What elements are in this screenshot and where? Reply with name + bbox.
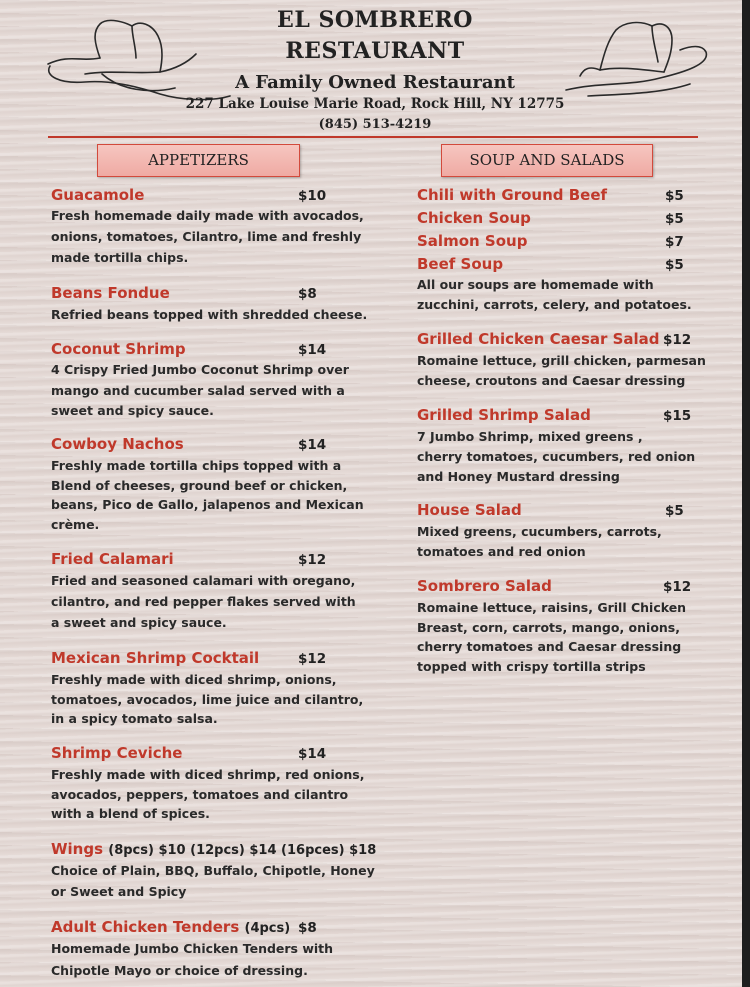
item-desc-line: in a spicy tomato salsa. — [51, 711, 218, 726]
item-desc-line: Breast, corn, carrots, mango, onions, — [417, 620, 681, 635]
item-desc-line: 4 Crispy Fried Jumbo Coconut Shrimp over — [51, 362, 349, 377]
page-edge — [742, 0, 750, 987]
soup-name: Chili with Ground Beef — [417, 186, 608, 204]
item-desc-line: Romaine lettuce, raisins, Grill Chicken — [417, 600, 687, 615]
item-desc-line: or Sweet and Spicy — [51, 884, 187, 899]
item-desc-line: crème. — [51, 517, 100, 532]
item-desc-line: Chipotle Mayo or choice of dressing. — [51, 963, 308, 978]
item-price: $8 — [298, 920, 317, 936]
header-divider — [48, 136, 698, 138]
wings-name: Wings — [51, 840, 104, 858]
item-name: Guacamole — [51, 186, 145, 204]
item-desc-line: tomatoes, avocados, lime juice and cilantro, — [51, 692, 364, 707]
item-price: $14 — [298, 342, 327, 358]
item-name: Coconut Shrimp — [51, 340, 186, 358]
item-name: House Salad — [417, 501, 522, 519]
item-desc-line: cilantro, and red pepper flakes served with — [51, 594, 356, 609]
soup-salads-heading: SOUP AND SALADS — [441, 144, 653, 177]
soup-price: $5 — [665, 257, 684, 273]
item-desc-line: with a blend of spices. — [51, 806, 210, 821]
tenders-name: Adult Chicken Tenders — [51, 918, 240, 936]
item-desc-line: Choice of Plain, BBQ, Buffalo, Chipotle, Honey — [51, 863, 375, 878]
soup-name: Beef Soup — [417, 255, 504, 273]
item-name: Grilled Shrimp Salad — [417, 406, 591, 424]
item-desc-line: Romaine lettuce, grill chicken, parmesan — [417, 353, 706, 368]
item-desc-line: Refried beans topped with shredded cheese. — [51, 307, 368, 322]
item-price: $14 — [298, 437, 327, 453]
item-name — [51, 918, 290, 936]
soup-price: $7 — [665, 234, 684, 250]
item-desc-line: Freshly made with diced shrimp, red onions, — [51, 767, 365, 782]
item-name: Grilled Chicken Caesar Salad — [417, 330, 660, 348]
item-desc-line: Homemade Jumbo Chicken Tenders with — [51, 941, 334, 956]
item-price: $12 — [663, 579, 692, 595]
item-desc-line: onions, tomatoes, Cilantro, lime and freshly — [51, 229, 362, 244]
item-name: Beans Fondue — [51, 284, 170, 302]
appetizers-heading: APPETIZERS — [97, 144, 300, 177]
restaurant-name-line2: RESTAURANT — [285, 38, 465, 64]
item-desc-line: sweet and spicy sauce. — [51, 403, 214, 418]
item-price: $15 — [663, 408, 692, 424]
item-desc-line: Blend of cheeses, ground beef or chicken, — [51, 478, 348, 493]
item-desc-line: Mixed greens, cucumbers, carrots, — [417, 524, 662, 539]
item-desc-line: Fresh homemade daily made with avocados, — [51, 208, 364, 223]
item-name: Cowboy Nachos — [51, 435, 184, 453]
item-name: Shrimp Ceviche — [51, 744, 183, 762]
item-price: $12 — [298, 552, 327, 568]
item-desc-line: made tortilla chips. — [51, 250, 189, 265]
item-desc-line: Freshly made tortilla chips topped with a — [51, 458, 342, 473]
item-desc-line: Fried and seasoned calamari with oregano, — [51, 573, 356, 588]
item-name: Fried Calamari — [51, 550, 174, 568]
item-name: Mexican Shrimp Cocktail — [51, 649, 260, 667]
item-desc-line: beans, Pico de Gallo, jalapenos and Mexican — [51, 497, 364, 512]
item-price: $14 — [298, 746, 327, 762]
soup-note-line: All our soups are homemade with — [417, 277, 654, 292]
item-desc-line: 7 Jumbo Shrimp, mixed greens , — [417, 429, 643, 444]
item-name: Sombrero Salad — [417, 577, 552, 595]
item-desc-line: avocados, peppers, tomatoes and cilantro — [51, 787, 349, 802]
item-name — [51, 840, 376, 858]
tenders-count: (4pcs) — [244, 921, 291, 936]
wings-options: (8pcs) $10 (12pcs) $14 (16pces) $18 — [108, 843, 377, 858]
soup-name: Salmon Soup — [417, 232, 528, 250]
phone: (845) 513-4219 — [318, 117, 432, 132]
item-desc-line: Freshly made with diced shrimp, onions, — [51, 672, 337, 687]
item-desc-line: cherry tomatoes, cucumbers, red onion — [417, 449, 696, 464]
soup-price: $5 — [665, 211, 684, 227]
soup-note-line: zucchini, carrots, celery, and potatoes. — [417, 297, 692, 312]
item-desc-line: a sweet and spicy sauce. — [51, 615, 227, 630]
address: 227 Lake Louise Marie Road, Rock Hill, NY 12775 — [185, 96, 565, 112]
item-price: $12 — [663, 332, 692, 348]
item-price: $8 — [298, 286, 317, 302]
restaurant-name-line1: EL SOMBRERO — [277, 7, 473, 33]
item-desc-line: tomatoes and red onion — [417, 544, 586, 559]
item-desc-line: cheese, croutons and Caesar dressing — [417, 373, 686, 388]
item-price: $10 — [298, 188, 327, 204]
tagline: A Family Owned Restaurant — [235, 72, 515, 93]
item-price: $5 — [665, 503, 684, 519]
item-desc-line: mango and cucumber salad served with a — [51, 383, 345, 398]
item-desc-line: cherry tomatoes and Caesar dressing — [417, 639, 682, 654]
item-desc-line: and Honey Mustard dressing — [417, 469, 620, 484]
item-desc-line: topped with crispy tortilla strips — [417, 659, 646, 674]
item-price: $12 — [298, 651, 327, 667]
soup-name: Chicken Soup — [417, 209, 531, 227]
soup-price: $5 — [665, 188, 684, 204]
